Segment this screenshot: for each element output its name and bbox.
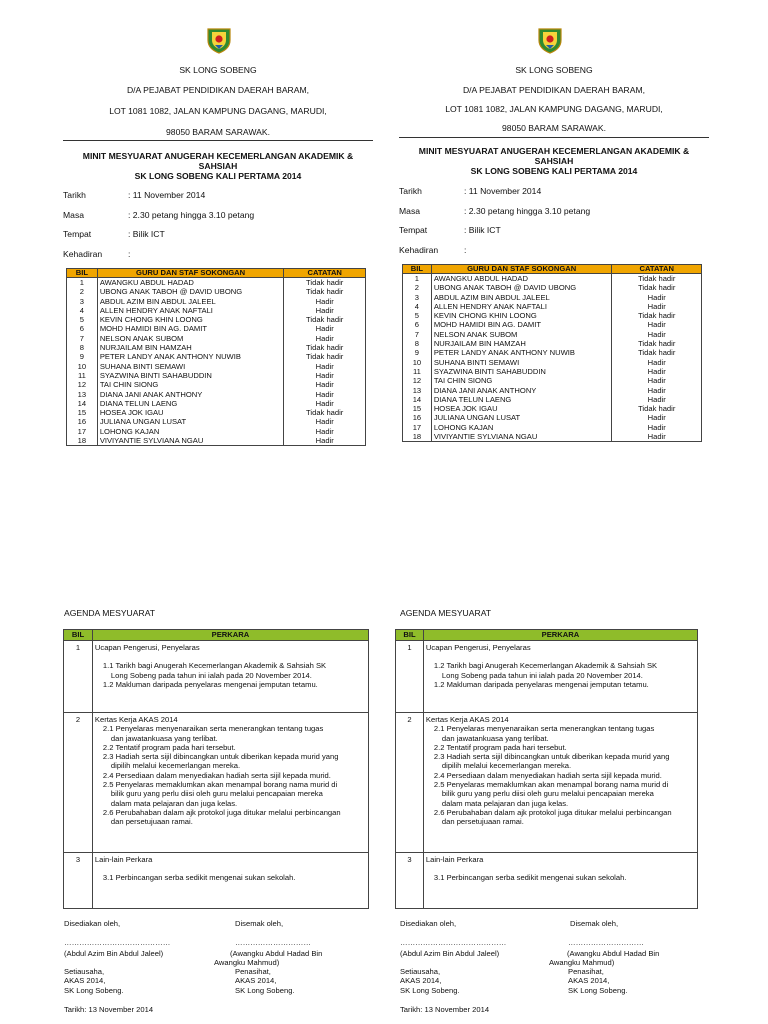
attendance-row <box>67 297 366 306</box>
attendance-row <box>67 362 366 371</box>
checked-by-role <box>235 967 295 995</box>
attendance-table <box>402 264 702 442</box>
agenda-item-3 <box>64 853 369 909</box>
agenda-item-2-title: Kertas Kerja AKAS 2014 <box>425 715 509 724</box>
agenda-table <box>63 629 369 909</box>
agenda-point-2-line: dalam mata pelajaran dan juga kelas. <box>441 798 569 808</box>
attendance-status: Hadir <box>612 293 702 302</box>
attendance-status: Hadir <box>284 297 366 306</box>
agenda-item-2-body <box>92 713 368 853</box>
attendance-row <box>403 395 702 404</box>
agenda-point-2-line: 2.6 Perubahaban dalam ajk protokol juga ditukar melalui perbincangan <box>433 807 672 817</box>
prepared-role-2: AKAS 2014, <box>400 976 442 986</box>
attendance-name: TAI CHIN SIONG <box>431 376 612 385</box>
attendance-bil: 3 <box>67 297 98 306</box>
checked-by-name-2: Awangku Mahmud) <box>214 958 280 967</box>
attendance-row <box>403 423 702 432</box>
checked-signature-line: ………………………… <box>568 938 644 947</box>
agenda-item-3 <box>396 853 698 909</box>
prepared-role-3: SK Long Sobeng. <box>64 985 124 995</box>
attendance-name: ABDUL AZIM BIN ABDUL JALEEL <box>97 297 284 306</box>
attendance-body <box>403 274 702 442</box>
checked-by-name-1: (Awangku Abdul Hadad Bin <box>230 949 323 958</box>
agenda-heading: AGENDA MESYUARAT <box>64 608 156 618</box>
attendance-bil: 2 <box>403 283 432 292</box>
attendance-name: AWANGKU ABDUL HADAD <box>431 274 612 284</box>
attendance-name: KEVIN CHONG KHIN LOONG <box>97 315 284 324</box>
prepared-by-role <box>64 967 124 995</box>
attendance-name: NELSON ANAK SUBOM <box>97 334 284 343</box>
title-line-3: SK LONG SOBENG KALI PERTAMA 2014 <box>470 166 638 176</box>
attendance-table <box>66 268 366 446</box>
agenda-point-1-1-cont: Long Sobeng pada tahun ini ialah pada 20 November 2014. <box>441 670 643 680</box>
attendance-name: DIANA TELUN LAENG <box>431 395 612 404</box>
attendance-name: PETER LANDY ANAK ANTHONY NUWIB <box>431 348 612 357</box>
attendance-name: KEVIN CHONG KHIN LOONG <box>431 311 612 320</box>
school-name: SK LONG SOBENG <box>179 65 257 75</box>
title-line-2: SAHSIAH <box>198 161 238 171</box>
agenda-point-2-line: 2.1 Penyelaras menyenaraikan serta menerangkan tentang tugas <box>102 724 324 734</box>
attendance-bil: 5 <box>67 315 98 324</box>
agenda-point-1-2: 1.2 Makluman daripada penyelaras mengenai jemputan tetamu. <box>433 679 649 689</box>
attendance-bil: 15 <box>67 408 98 417</box>
school-postcode: 98050 BARAM SARAWAK. <box>502 123 606 133</box>
checked-signature-line: ………………………… <box>235 938 311 947</box>
attendance-name: MOHD HAMIDI BIN AG. DAMIT <box>431 320 612 329</box>
title-line-1: MINIT MESYUARAT ANUGERAH KECEMERLANGAN AKADEMIK & <box>418 146 690 156</box>
agenda-point-2-line: bilik guru yang perlu diisi oleh guru melalui pencapaian mereka <box>110 789 323 799</box>
attendance-row <box>67 371 366 380</box>
attendance-bil: 4 <box>67 306 98 315</box>
agenda-item-1 <box>396 641 698 713</box>
attendance-body <box>67 278 366 446</box>
attendance-bil: 18 <box>67 436 98 446</box>
attendance-name: SUHANA BINTI SEMAWI <box>97 362 284 371</box>
agenda-item-2-title: Kertas Kerja AKAS 2014 <box>94 715 178 724</box>
attendance-row <box>67 315 366 324</box>
agenda-point-2-line: 2.2 Tentatif program pada hari tersebut. <box>433 742 567 752</box>
attendance-status: Tidak hadir <box>284 315 366 324</box>
attendance-status: Hadir <box>284 399 366 408</box>
school-address: LOT 1081 1082, JALAN KAMPUNG DAGANG, MARUDI, <box>445 104 663 114</box>
school-crest-icon <box>536 26 564 54</box>
agenda-item-1-title: Ucapan Pengerusi, Penyelaras <box>425 643 531 652</box>
school-postcode: 98050 BARAM SARAWAK. <box>166 127 270 137</box>
attendance-bil: 9 <box>403 348 432 357</box>
school-office: D/A PEJABAT PENDIDIKAN DAERAH BARAM, <box>126 85 310 95</box>
attendance-status: Hadir <box>612 358 702 367</box>
attendance-row <box>403 376 702 385</box>
attendance-name: HOSEA JOK IGAU <box>97 408 284 417</box>
agenda-point-2-line: 2.5 Penyelaras memaklumkan akan menampal borang nama murid di <box>102 780 338 790</box>
meta-masa-label: Masa <box>63 210 85 220</box>
attendance-name: SUHANA BINTI SEMAWI <box>431 358 612 367</box>
attendance-bil: 18 <box>403 432 432 442</box>
checked-role-1: Penasihat, <box>235 967 271 976</box>
attendance-bil: 1 <box>403 274 432 284</box>
attendance-status: Tidak hadir <box>612 311 702 320</box>
attendance-name: DIANA JANI ANAK ANTHONY <box>431 386 612 395</box>
attendance-row <box>403 274 702 284</box>
attendance-row <box>67 343 366 352</box>
attendance-row <box>403 432 702 442</box>
agenda-item-2 <box>396 713 698 853</box>
agenda-point-2-line: dan persetujuaan ramai. <box>110 817 193 827</box>
attendance-status: Hadir <box>612 395 702 404</box>
attendance-bil: 14 <box>67 399 98 408</box>
attendance-status: Hadir <box>612 330 702 339</box>
agenda-point-2-line: 2.1 Penyelaras menyenaraikan serta menerangkan tentang tugas <box>433 724 655 734</box>
attendance-bil: 17 <box>403 423 432 432</box>
attendance-row <box>67 399 366 408</box>
attendance-status: Hadir <box>284 436 366 446</box>
prepared-signature-line: …………………………………… <box>64 938 171 947</box>
attendance-row <box>403 404 702 413</box>
agenda-item-1-body <box>423 641 697 713</box>
agenda-col-perkara: PERKARA <box>423 630 697 641</box>
signature-date: Tarikh: 13 November 2014 <box>64 1005 154 1014</box>
prepared-by-label: Disediakan oleh, <box>400 919 457 928</box>
prepared-by-name: (Abdul Azim Bin Abdul Jaleel) <box>64 949 164 958</box>
attendance-bil: 15 <box>403 404 432 413</box>
header-divider <box>399 137 709 138</box>
attendance-row <box>67 306 366 315</box>
attendance-status: Hadir <box>284 334 366 343</box>
attendance-bil: 4 <box>403 302 432 311</box>
agenda-point-2-line: 2.3 Hadiah serta sijil dibincangkan untuk diberikan kepada murid yang <box>102 752 339 762</box>
title-line-3: SK LONG SOBENG KALI PERTAMA 2014 <box>134 171 302 181</box>
attendance-name: ABDUL AZIM BIN ABDUL JALEEL <box>431 293 612 302</box>
prepared-by-label: Disediakan oleh, <box>64 919 121 928</box>
attendance-status: Hadir <box>284 380 366 389</box>
agenda-point-2-line: 2.2 Tentatif program pada hari tersebut. <box>102 742 236 752</box>
agenda-point-2-line: 2.4 Persediaan dalam menyediakan hadiah serta sijil kepada murid. <box>433 770 662 780</box>
col-header-guru: GURU DAN STAF SOKONGAN <box>97 269 284 278</box>
attendance-status: Hadir <box>612 376 702 385</box>
agenda-point-2-line: dan persetujuaan ramai. <box>441 817 524 827</box>
attendance-name: SYAZWINA BINTI SAHABUDDIN <box>97 371 284 380</box>
meta-masa-value: : 2.30 petang hingga 3.10 petang <box>128 210 255 220</box>
agenda-point-2-line: dalam mata pelajaran dan juga kelas. <box>110 798 238 808</box>
agenda-item-2-body <box>423 713 697 853</box>
title-line-2: SAHSIAH <box>534 156 574 166</box>
col-header-catatan: CATATAN <box>612 265 702 274</box>
minutes-copy-left <box>63 0 373 1024</box>
attendance-bil: 2 <box>67 287 98 296</box>
agenda-point-2-line: 2.6 Perubahaban dalam ajk protokol juga ditukar melalui perbincangan <box>102 807 341 817</box>
meta-masa-value: : 2.30 petang hingga 3.10 petang <box>464 206 591 216</box>
attendance-status: Tidak hadir <box>612 283 702 292</box>
attendance-name: AWANGKU ABDUL HADAD <box>97 278 284 288</box>
attendance-row <box>403 348 702 357</box>
agenda-point-1-1-cont: Long Sobeng pada tahun ini ialah pada 20 November 2014. <box>110 670 312 680</box>
prepared-role-2: AKAS 2014, <box>64 976 106 986</box>
attendance-bil: 16 <box>67 417 98 426</box>
attendance-name: NURJAILAM BIN HAMZAH <box>431 339 612 348</box>
agenda-item-3-bil: 3 <box>396 853 424 909</box>
attendance-bil: 6 <box>403 320 432 329</box>
meta-tarikh-label: Tarikh <box>399 186 422 196</box>
attendance-status: Tidak hadir <box>284 278 366 288</box>
attendance-status: Hadir <box>284 306 366 315</box>
attendance-bil: 7 <box>403 330 432 339</box>
attendance-name: NELSON ANAK SUBOM <box>431 330 612 339</box>
meta-kehadiran-label: Kehadiran <box>63 249 103 259</box>
school-address: LOT 1081 1082, JALAN KAMPUNG DAGANG, MARUDI, <box>109 106 327 116</box>
meta-tempat-label: Tempat <box>63 229 92 239</box>
agenda-point-2-line: dan jawatankuasa yang terlibat. <box>441 733 549 743</box>
attendance-bil: 11 <box>67 371 98 380</box>
attendance-bil: 3 <box>403 293 432 302</box>
attendance-name: JULIANA UNGAN LUSAT <box>431 413 612 422</box>
school-crest-icon <box>205 26 233 54</box>
attendance-bil: 17 <box>67 427 98 436</box>
school-name: SK LONG SOBENG <box>515 65 593 75</box>
attendance-name: DIANA TELUN LAENG <box>97 399 284 408</box>
attendance-bil: 12 <box>67 380 98 389</box>
attendance-status: Hadir <box>612 386 702 395</box>
meta-tarikh-value: : 11 November 2014 <box>128 190 206 200</box>
attendance-row <box>67 278 366 288</box>
attendance-name: LOHONG KAJAN <box>431 423 612 432</box>
attendance-row <box>67 287 366 296</box>
attendance-row <box>67 334 366 343</box>
attendance-row <box>67 417 366 426</box>
attendance-name: VIVIYANTIE SYLVIANA NGAU <box>431 432 612 442</box>
attendance-row <box>403 320 702 329</box>
attendance-row <box>403 330 702 339</box>
signature-date: Tarikh: 13 November 2014 <box>400 1005 490 1014</box>
attendance-status: Hadir <box>612 367 702 376</box>
attendance-status: Tidak hadir <box>612 274 702 284</box>
agenda-point-2-line: bilik guru yang perlu diisi oleh guru melalui pencapaian mereka <box>441 789 654 799</box>
attendance-bil: 7 <box>67 334 98 343</box>
prepared-by-role <box>400 967 460 995</box>
prepared-by-name: (Abdul Azim Bin Abdul Jaleel) <box>400 949 500 958</box>
agenda-point-2-line: 2.3 Hadiah serta sijil dibincangkan untuk diberikan kepada murid yang <box>433 752 670 762</box>
attendance-name: SYAZWINA BINTI SAHABUDDIN <box>431 367 612 376</box>
attendance-name: ALLEN HENDRY ANAK NAFTALI <box>431 302 612 311</box>
attendance-bil: 14 <box>403 395 432 404</box>
attendance-status: Tidak hadir <box>284 352 366 361</box>
attendance-name: NURJAILAM BIN HAMZAH <box>97 343 284 352</box>
attendance-status: Hadir <box>284 427 366 436</box>
meta-tempat-label: Tempat <box>399 225 428 235</box>
attendance-bil: 8 <box>403 339 432 348</box>
attendance-bil: 5 <box>403 311 432 320</box>
attendance-status: Hadir <box>612 432 702 442</box>
attendance-status: Hadir <box>612 413 702 422</box>
attendance-row <box>403 367 702 376</box>
attendance-row <box>67 390 366 399</box>
meta-tempat-value: : Bilik ICT <box>128 229 165 239</box>
agenda-col-bil: BIL <box>396 630 424 641</box>
attendance-row <box>67 427 366 436</box>
agenda-item-2-lines <box>426 724 695 826</box>
attendance-name: UBONG ANAK TABOH @ DAVID UBONG <box>97 287 284 296</box>
agenda-point-2-line: dipilih melalui kecemerlangan mereka. <box>110 761 241 771</box>
meta-masa-label: Masa <box>399 206 421 216</box>
agenda-point-2-line: dan jawatankuasa yang terlibat. <box>110 733 218 743</box>
attendance-bil: 1 <box>67 278 98 288</box>
checked-role-2: AKAS 2014, <box>568 976 610 986</box>
agenda-item-3-bil: 3 <box>64 853 93 909</box>
attendance-status: Tidak hadir <box>612 339 702 348</box>
prepared-role-1: Setiausaha, <box>64 967 105 976</box>
attendance-bil: 16 <box>403 413 432 422</box>
meta-tempat-value: : Bilik ICT <box>464 225 501 235</box>
agenda-col-bil: BIL <box>64 630 93 641</box>
agenda-item-2-bil: 2 <box>64 713 93 853</box>
agenda-item-3-body <box>423 853 697 909</box>
attendance-status: Tidak hadir <box>284 287 366 296</box>
checked-role-2: AKAS 2014, <box>235 976 277 986</box>
checked-role-1: Penasihat, <box>568 967 604 976</box>
attendance-row <box>403 302 702 311</box>
attendance-row <box>403 283 702 292</box>
checked-role-3: SK Long Sobeng. <box>568 985 628 995</box>
attendance-row <box>67 408 366 417</box>
agenda-point-3-1: 3.1 Perbincangan serba sedikit mengenai sukan sekolah. <box>102 873 296 883</box>
header-divider <box>63 140 373 141</box>
agenda-heading: AGENDA MESYUARAT <box>400 608 492 618</box>
agenda-point-2-line: 2.4 Persediaan dalam menyediakan hadiah serta sijil kepada murid. <box>102 770 331 780</box>
prepared-role-1: Setiausaha, <box>400 967 441 976</box>
attendance-row <box>403 311 702 320</box>
attendance-bil: 11 <box>403 367 432 376</box>
attendance-name: UBONG ANAK TABOH @ DAVID UBONG <box>431 283 612 292</box>
attendance-name: LOHONG KAJAN <box>97 427 284 436</box>
attendance-row <box>403 413 702 422</box>
attendance-row <box>403 386 702 395</box>
meta-kehadiran-value: : <box>464 245 467 255</box>
checked-by-label: Disemak oleh, <box>570 919 619 928</box>
agenda-col-perkara: PERKARA <box>92 630 368 641</box>
attendance-name: PETER LANDY ANAK ANTHONY NUWIB <box>97 352 284 361</box>
attendance-status: Hadir <box>612 423 702 432</box>
attendance-bil: 13 <box>67 390 98 399</box>
agenda-point-1-1: 1.1 Tarikh bagi Anugerah Kecemerlangan Akademik & Sahsiah SK <box>102 661 327 671</box>
agenda-item-2 <box>64 713 369 853</box>
attendance-name: DIANA JANI ANAK ANTHONY <box>97 390 284 399</box>
attendance-row <box>403 339 702 348</box>
attendance-row <box>67 324 366 333</box>
checked-by-label: Disemak oleh, <box>235 919 284 928</box>
col-header-catatan: CATATAN <box>284 269 366 278</box>
attendance-row <box>67 380 366 389</box>
attendance-row <box>67 436 366 446</box>
attendance-status: Tidak hadir <box>284 408 366 417</box>
agenda-point-3-1: 3.1 Perbincangan serba sedikit mengenai sukan sekolah. <box>433 873 627 883</box>
attendance-name: TAI CHIN SIONG <box>97 380 284 389</box>
attendance-status: Hadir <box>284 362 366 371</box>
minutes-copy-right <box>399 0 709 1024</box>
minutes-title <box>63 151 373 181</box>
agenda-item-1-body <box>92 641 368 713</box>
attendance-status: Hadir <box>284 417 366 426</box>
meta-kehadiran-label: Kehadiran <box>399 245 439 255</box>
meta-tarikh-value: : 11 November 2014 <box>464 186 542 196</box>
agenda-item-1-bil: 1 <box>396 641 424 713</box>
meta-kehadiran-value: : <box>128 249 131 259</box>
attendance-status: Tidak hadir <box>284 343 366 352</box>
checked-by-role <box>568 967 628 995</box>
attendance-status: Tidak hadir <box>612 348 702 357</box>
agenda-item-1-title: Ucapan Pengerusi, Penyelaras <box>94 643 200 652</box>
minutes-title <box>399 146 709 176</box>
prepared-role-3: SK Long Sobeng. <box>400 985 460 995</box>
agenda-table <box>395 629 698 909</box>
attendance-name: HOSEA JOK IGAU <box>431 404 612 413</box>
col-header-bil: BIL <box>403 265 432 274</box>
attendance-row <box>403 358 702 367</box>
checked-by-name-1: (Awangku Abdul Hadad Bin <box>567 949 660 958</box>
attendance-bil: 12 <box>403 376 432 385</box>
attendance-name: VIVIYANTIE SYLVIANA NGAU <box>97 436 284 446</box>
agenda-item-1-bil: 1 <box>64 641 93 713</box>
attendance-status: Hadir <box>612 302 702 311</box>
agenda-point-2-line: 2.5 Penyelaras memaklumkan akan menampal borang nama murid di <box>433 780 669 790</box>
checked-by-name-2: Awangku Mahmud) <box>549 958 615 967</box>
attendance-bil: 13 <box>403 386 432 395</box>
attendance-status: Hadir <box>284 324 366 333</box>
attendance-name: MOHD HAMIDI BIN AG. DAMIT <box>97 324 284 333</box>
attendance-row <box>403 293 702 302</box>
attendance-name: JULIANA UNGAN LUSAT <box>97 417 284 426</box>
col-header-guru: GURU DAN STAF SOKONGAN <box>431 265 612 274</box>
agenda-item-1 <box>64 641 369 713</box>
title-line-1: MINIT MESYUARAT ANUGERAH KECEMERLANGAN AKADEMIK & <box>82 151 354 161</box>
attendance-status: Hadir <box>612 320 702 329</box>
checked-role-3: SK Long Sobeng. <box>235 985 295 995</box>
col-header-bil: BIL <box>67 269 98 278</box>
attendance-name: ALLEN HENDRY ANAK NAFTALI <box>97 306 284 315</box>
attendance-bil: 8 <box>67 343 98 352</box>
agenda-item-3-body <box>92 853 368 909</box>
meta-tarikh-label: Tarikh <box>63 190 86 200</box>
agenda-point-2-line: dipilih melalui kecemerlangan mereka. <box>441 761 572 771</box>
attendance-bil: 10 <box>403 358 432 367</box>
attendance-status: Tidak hadir <box>612 404 702 413</box>
prepared-signature-line: …………………………………… <box>400 938 507 947</box>
attendance-bil: 10 <box>67 362 98 371</box>
attendance-bil: 6 <box>67 324 98 333</box>
attendance-status: Hadir <box>284 371 366 380</box>
school-office: D/A PEJABAT PENDIDIKAN DAERAH BARAM, <box>462 85 646 95</box>
agenda-item-3-title: Lain-lain Perkara <box>94 855 153 864</box>
agenda-item-3-title: Lain-lain Perkara <box>425 855 484 864</box>
agenda-item-2-lines <box>95 724 366 826</box>
attendance-status: Hadir <box>284 390 366 399</box>
agenda-item-2-bil: 2 <box>396 713 424 853</box>
attendance-bil: 9 <box>67 352 98 361</box>
agenda-point-1-2: 1.2 Makluman daripada penyelaras mengenai jemputan tetamu. <box>102 679 318 689</box>
agenda-point-1-1: 1.2 Tarikh bagi Anugerah Kecemerlangan Akademik & Sahsiah SK <box>433 661 658 671</box>
attendance-row <box>67 352 366 361</box>
